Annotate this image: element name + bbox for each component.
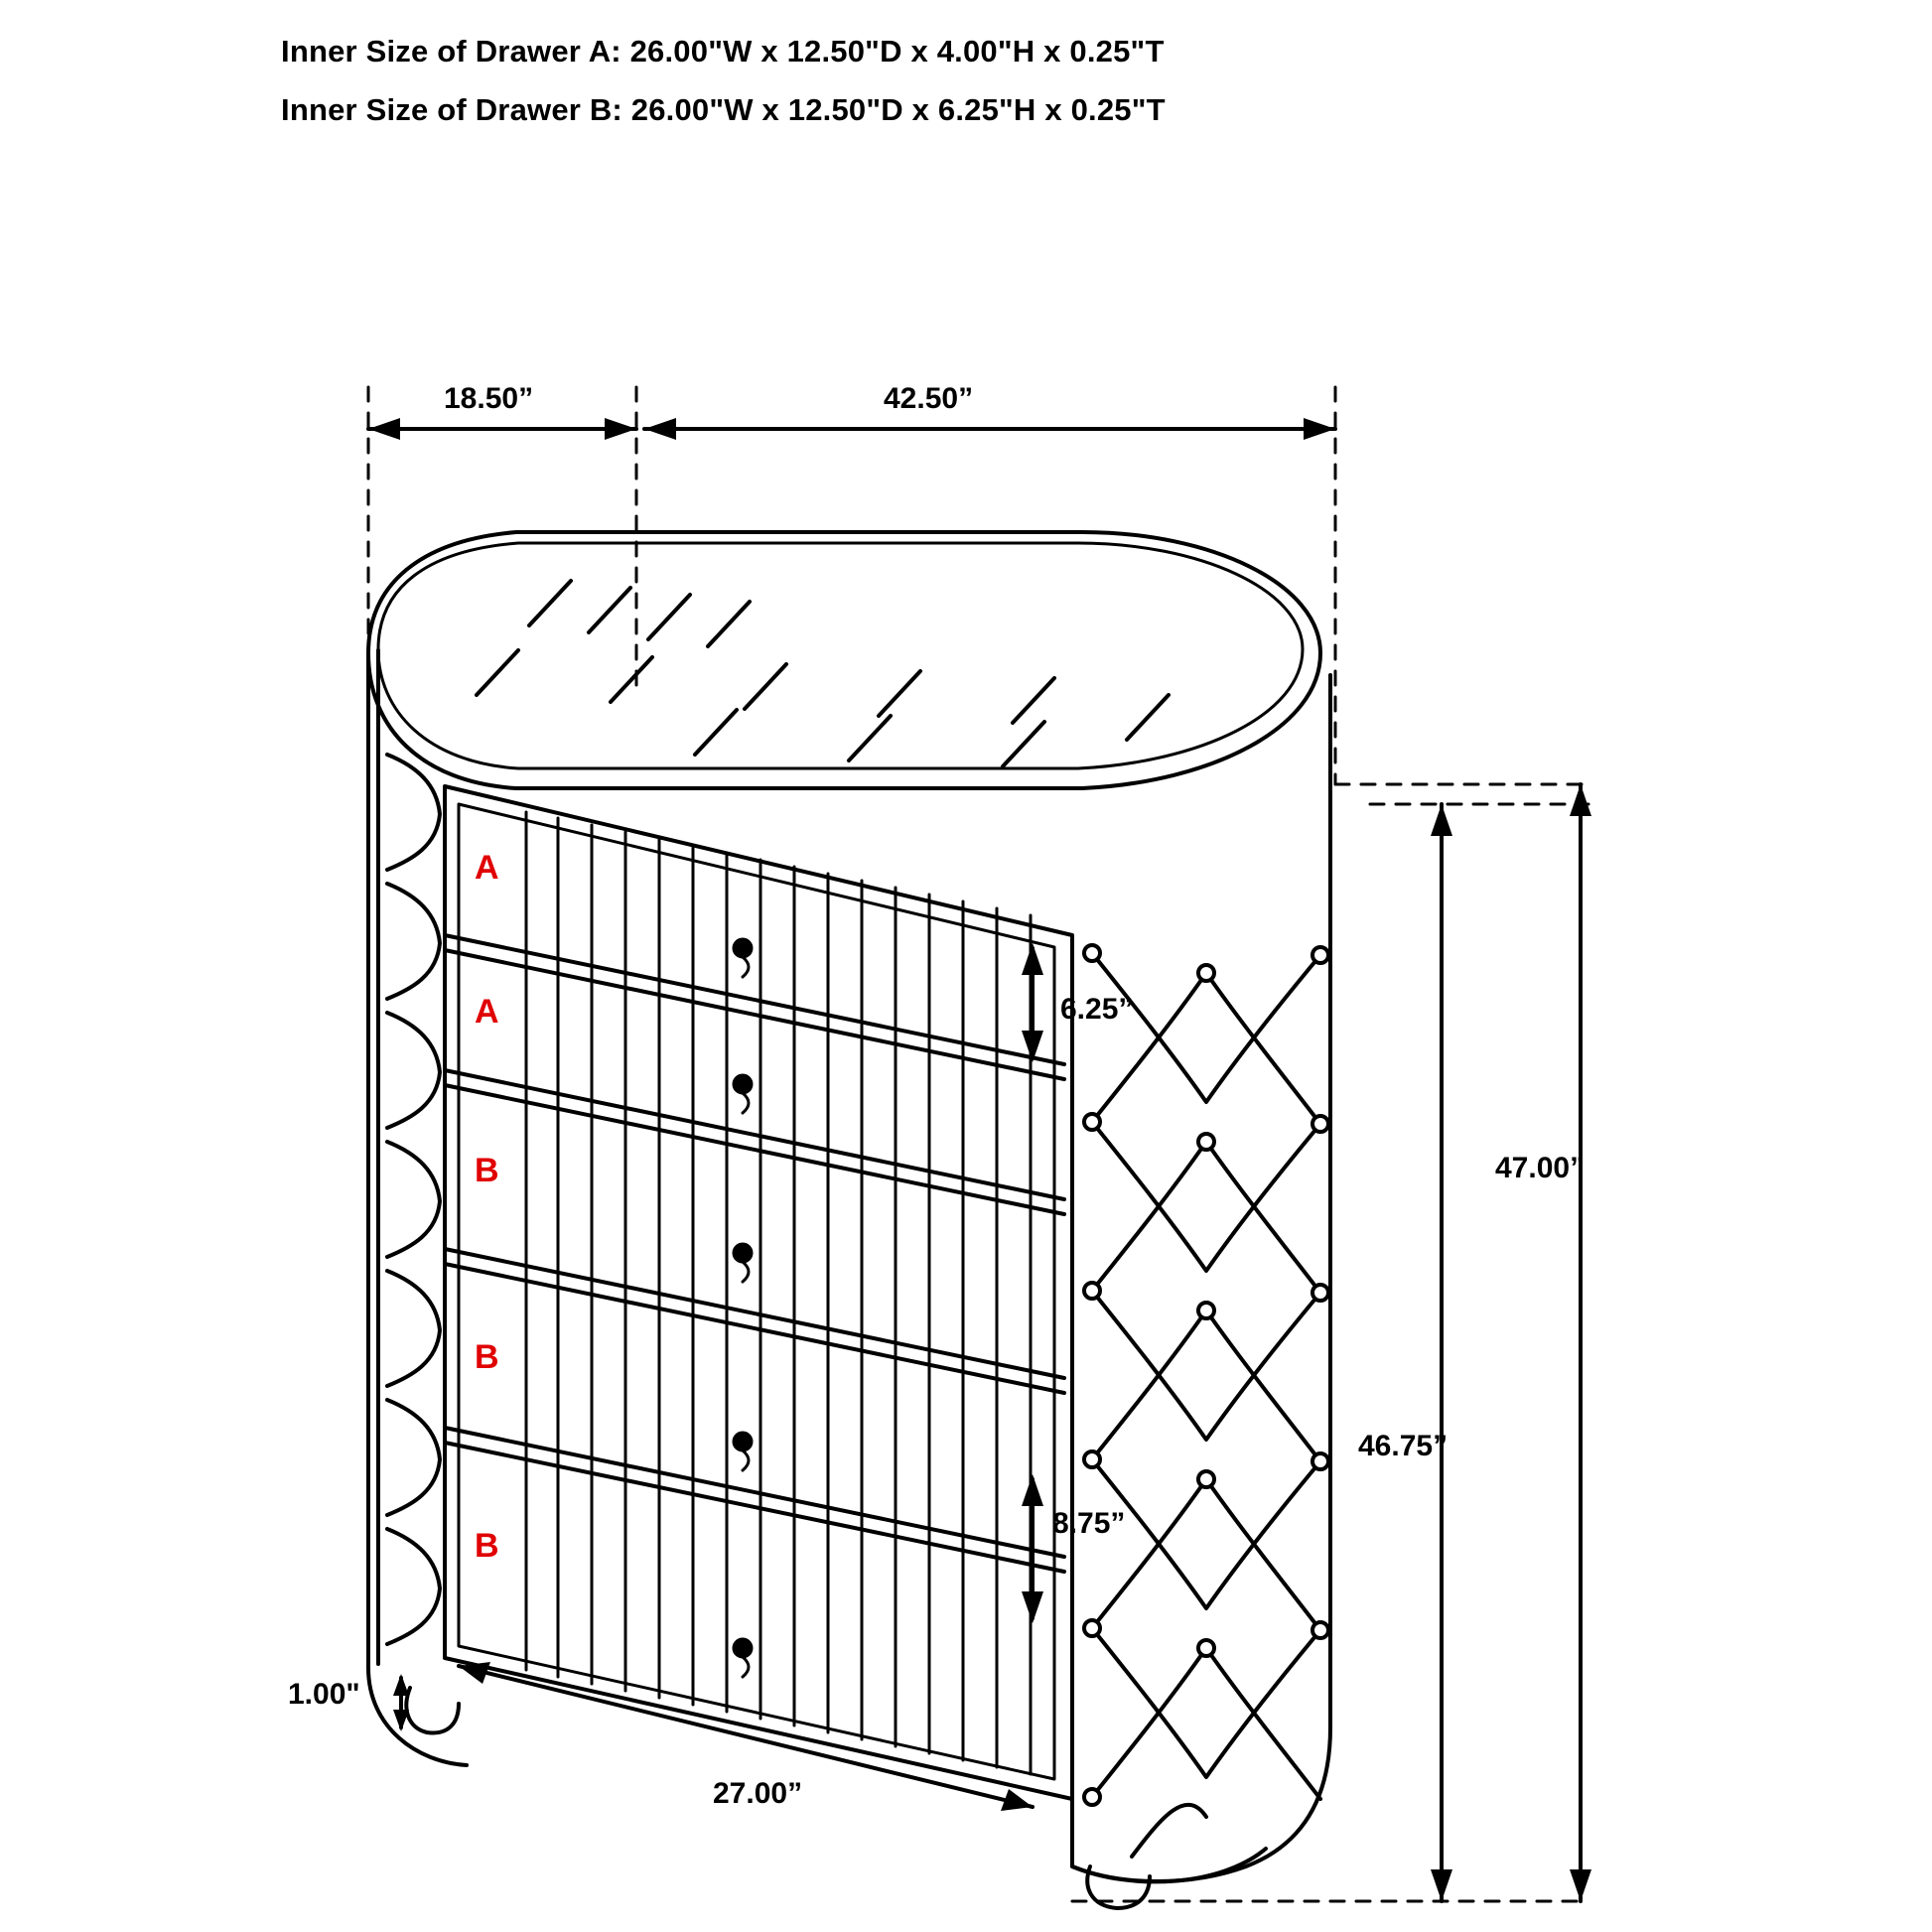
dim-body-height-label: 46.75” [1358, 1430, 1449, 1462]
dim-front-width-label: 27.00” [713, 1777, 803, 1810]
dim-drawer-b-height-label: 8.75” [1052, 1507, 1126, 1540]
drawer-a-spec-text: Inner Size of Drawer A: 26.00"W x 12.50"D x 4.00"H x 0.25"T [281, 34, 1165, 69]
drawer-label-2: A [475, 993, 499, 1031]
drawer-label-3: B [475, 1152, 499, 1189]
dim-top-left-label: 18.50” [444, 382, 534, 415]
dim-drawer-a-height-label: 6.25” [1060, 993, 1134, 1026]
dim-foot-height-label: 1.00" [288, 1678, 360, 1711]
dim-top-right-label: 42.50” [884, 382, 974, 415]
drawer-label-4: B [475, 1338, 499, 1376]
dim-total-height-label: 47.00” [1495, 1152, 1586, 1184]
drawer-label-5: B [475, 1527, 499, 1565]
drawer-label-1: A [475, 849, 499, 887]
drawer-b-spec-text: Inner Size of Drawer B: 26.00"W x 12.50"D x 6.25"H x 0.25"T [281, 92, 1166, 127]
